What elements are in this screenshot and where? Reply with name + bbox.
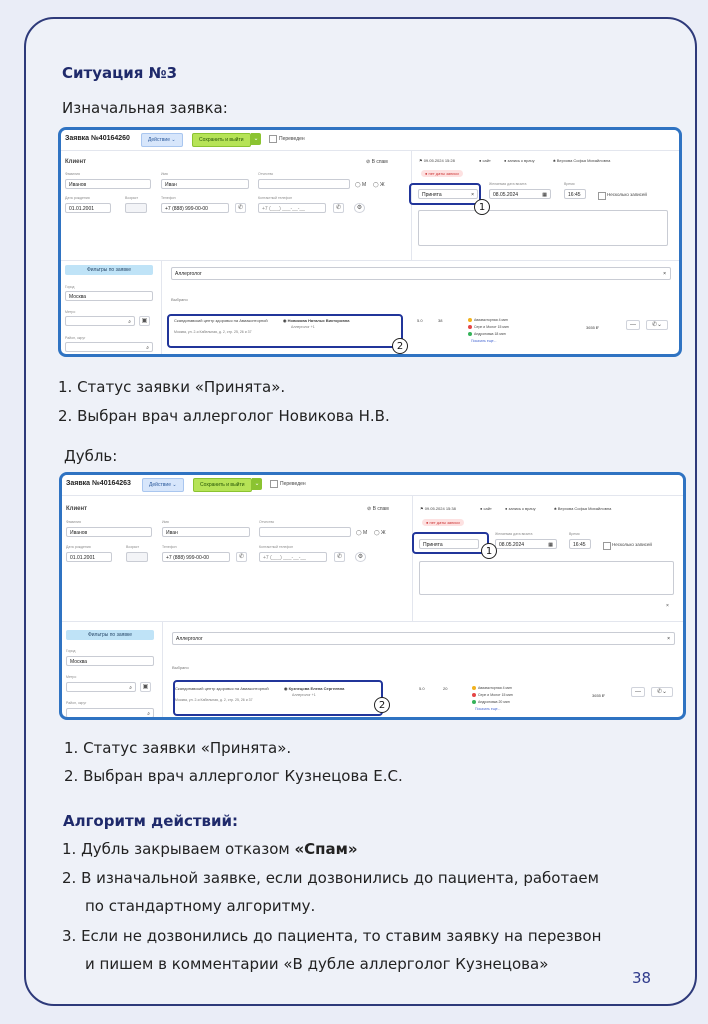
contact-phone-input[interactable]: +7 (___) ___-__-__ (258, 203, 326, 213)
client-title: Клиент (65, 159, 87, 165)
action-button[interactable]: Действие ⌄ (142, 478, 184, 492)
algorithm-step-1: 1. Дубль закрываем отказом «Спам» (62, 840, 358, 858)
chosen-label: Выбрано (172, 665, 189, 670)
gender-radio-m[interactable]: ◯ М (356, 530, 368, 536)
contact-phone-input[interactable]: +7 (___) ___-__-__ (259, 552, 327, 562)
algorithm-step-3: 3. Если не дозвонились до пациента, то ставим заявку на перезвон (62, 927, 602, 945)
map-icon[interactable]: ▣ (139, 316, 150, 326)
district-label: Район, округ (66, 701, 87, 705)
algorithm-step-3-cont: и пишем в комментарии «В дубле аллерголог Кузнецова» (85, 955, 549, 973)
marker-1: 1 (481, 543, 497, 559)
save-dropdown-icon[interactable]: ⌄ (251, 133, 261, 145)
time-label: Время (569, 532, 580, 536)
list-item: 2. Выбран врач аллерголог Новикова Н.В. (58, 407, 390, 425)
city-label: Город (65, 285, 75, 289)
save-exit-button[interactable]: Сохранить и выйти (192, 133, 251, 147)
doctor-name[interactable]: ◉ Новикова Наталья Викторовна (283, 318, 350, 323)
transferred-checkbox[interactable] (269, 135, 277, 143)
desired-date-input[interactable]: 08.05.2024 ▦ (489, 189, 551, 199)
metro-label: Метро (65, 310, 76, 314)
marker-2: 2 (374, 697, 390, 713)
divider (412, 495, 413, 621)
firstname-label: Имя (162, 520, 169, 524)
lastname-label: Фамилия (65, 172, 80, 176)
action-button[interactable]: Действие ⌄ (141, 133, 183, 147)
duplicate-caption: Дубль: (64, 447, 118, 465)
request-number: Заявка №40164263 (66, 480, 131, 487)
algorithm-step-2: 2. В изначальной заявке, если дозвонились до пациента, работаем (62, 869, 599, 887)
minus-icon[interactable]: — (631, 687, 645, 697)
transferred-label: Переведен (280, 481, 306, 487)
filters-button[interactable]: Фильтры по заявке (66, 630, 154, 640)
marker-2: 2 (392, 338, 408, 354)
multi-records-label: Несколько записей (612, 542, 652, 547)
district-label: Район, округ (65, 336, 86, 340)
gender-radio-f[interactable]: ◯ Ж (373, 182, 385, 188)
phone-input[interactable]: +7 (888) 999-00-00 (162, 552, 230, 562)
contact-phone-label: Контактный телефон (259, 545, 294, 549)
meta-record: ● запись к врачу (505, 506, 536, 511)
reviews: 20 (443, 686, 448, 691)
time-input[interactable]: 16:45 (564, 189, 586, 199)
slot-b: Серп и Молот 15 мин (468, 325, 509, 329)
client-title: Клиент (66, 506, 88, 512)
gender-radio-m[interactable]: ◯ М (355, 182, 367, 188)
age-input (126, 552, 148, 562)
show-more-link[interactable]: Показать еще... (471, 339, 497, 343)
phone-label: Телефон (162, 545, 177, 549)
multi-records-checkbox[interactable] (598, 192, 606, 200)
divider (411, 150, 412, 260)
desired-date-label: Желаемая дата визита (495, 532, 533, 536)
desired-date-input[interactable]: 08.05.2024 ▦ (495, 539, 557, 549)
transferred-checkbox[interactable] (270, 480, 278, 488)
age-label: Возраст (126, 545, 140, 549)
slot-b: Серп и Молот 15 мин (472, 693, 513, 697)
meta-site: ● сайт (480, 506, 492, 511)
middlename-input[interactable] (258, 179, 350, 189)
birth-input[interactable]: 01.01.2001 (66, 552, 112, 562)
map-icon[interactable]: ▣ (140, 682, 151, 692)
close-icon[interactable]: × (666, 603, 669, 609)
list-item: 2. Выбран врач аллерголог Кузнецова Е.С. (64, 767, 403, 785)
contact-call-icon[interactable]: ✆ (333, 203, 344, 213)
no-date-tag: ● нет даты записи (422, 519, 464, 526)
firstname-input[interactable]: Иван (162, 527, 250, 537)
phone-label: Телефон (161, 196, 176, 200)
highlight-doctor (167, 314, 403, 348)
filters-button[interactable]: Фильтры по заявке (65, 265, 153, 275)
slot-c: Андроновка 18 мин (468, 332, 506, 336)
rating: 5.0 (419, 686, 425, 691)
phone-input[interactable]: +7 (888) 999-00-00 (161, 203, 229, 213)
doctor-specialty: Аллерголог +1 (292, 693, 316, 697)
age-input (125, 203, 147, 213)
comment-textarea[interactable] (419, 561, 674, 595)
rating: 5.0 (417, 318, 423, 323)
call-icon[interactable]: ✆ (235, 203, 246, 213)
page-number: 38 (632, 969, 652, 987)
meta-site: ● сайт (479, 158, 491, 163)
clinic-name[interactable]: Скандинавский центр здоровья на Авиаконторной (175, 686, 269, 691)
slot-a: Авиамоторная 4 мин (472, 686, 512, 690)
minus-icon[interactable]: — (626, 320, 640, 330)
highlight-doctor (173, 680, 383, 716)
save-dropdown-icon[interactable]: ⌄ (252, 478, 262, 490)
transferred-label: Переведен (279, 136, 305, 142)
meta-operator: ♣ Верхова Софья Михайловна (553, 158, 611, 163)
divider (162, 622, 163, 720)
divider (62, 621, 685, 622)
call-icon[interactable]: ✆ (236, 552, 247, 562)
clinic-address: Москва, ул. 2-я Кабельная, д. 2, стр. 25, 26 и 37 (175, 698, 253, 702)
time-label: Время (564, 182, 575, 186)
list-item: 1. Статус заявки «Принята». (58, 378, 286, 396)
multi-records-checkbox[interactable] (603, 542, 611, 550)
toolbar (62, 475, 683, 496)
metro-input[interactable]: ⌕ (65, 316, 135, 326)
birth-label: Дата рождения (65, 196, 90, 200)
situation-title: Ситуация №3 (62, 64, 178, 82)
city-input[interactable]: Москва (65, 291, 153, 301)
screenshot-original (58, 127, 682, 357)
city-input[interactable]: Москва (66, 656, 154, 666)
price: 3655 ₽ (586, 325, 599, 330)
clinic-address: Москва, ул. 2-я Кабельная, д. 2, стр. 25, 26 и 37 (174, 330, 252, 334)
doctor-specialty: Аллерголог +1 (291, 325, 315, 329)
specialty-select[interactable]: Аллерголог × (171, 267, 671, 280)
meta-record: ● запись к врачу (504, 158, 535, 163)
district-input[interactable]: ⌕ (66, 708, 154, 718)
meta-date: ⚑ 09.05.2024 15:38 (420, 506, 456, 511)
save-exit-button[interactable]: Сохранить и выйти (193, 478, 252, 492)
algorithm-title: Алгоритм действий: (63, 812, 239, 830)
lastname-input[interactable]: Иванов (65, 179, 151, 189)
time-input[interactable]: 16:45 (569, 539, 591, 549)
contact-call-icon[interactable]: ✆ (334, 552, 345, 562)
desired-date-label: Желаемая дата визита (489, 182, 527, 186)
birth-input[interactable]: 01.01.2001 (65, 203, 111, 213)
slot-a: Авиамоторная 4 мин (468, 318, 508, 322)
price: 3655 ₽ (592, 693, 605, 698)
reviews: 38 (438, 318, 443, 323)
toolbar (61, 130, 679, 151)
specialty-select[interactable]: Аллерголог × (172, 632, 675, 645)
lastname-label: Фамилия (66, 520, 81, 524)
metro-input[interactable]: ⌕ (66, 682, 136, 692)
metro-label: Метро (66, 675, 77, 679)
spam-link[interactable]: ⊘ В спам (366, 159, 388, 165)
list-item: 1. Статус заявки «Принята». (64, 739, 292, 757)
birth-label: Дата рождения (66, 545, 91, 549)
middlename-input[interactable] (259, 527, 351, 537)
screenshot-duplicate (59, 472, 686, 720)
marker-1: 1 (474, 199, 490, 215)
firstname-label: Имя (161, 172, 168, 176)
multi-records-label: Несколько записей (607, 192, 647, 197)
highlight-status (412, 532, 489, 554)
district-input[interactable]: ⌕ (65, 342, 153, 352)
highlight-status (409, 183, 481, 205)
settings-icon[interactable]: ⚙ (355, 552, 366, 562)
divider (61, 260, 681, 261)
clinic-name[interactable]: Скандинавский центр здоровья на Авиаконторной (174, 318, 268, 323)
lastname-input[interactable]: Иванов (66, 527, 152, 537)
status-select[interactable]: Принята × (418, 189, 478, 199)
meta-date: ⚑ 09.05.2024 15:28 (419, 158, 455, 163)
gender-radio-f[interactable]: ◯ Ж (374, 530, 386, 536)
contact-phone-label: Контактный телефон (258, 196, 293, 200)
settings-icon[interactable]: ⚙ (354, 203, 365, 213)
call-dropdown-icon[interactable]: ✆⌄ (651, 687, 673, 697)
request-number: Заявка №40164260 (65, 135, 130, 142)
middlename-label: Отчество (259, 520, 275, 524)
show-more-link[interactable]: Показать еще... (475, 707, 501, 711)
doctor-name[interactable]: ◉ Кузнецова Елена Сергеевна (284, 686, 345, 691)
age-label: Возраст (125, 196, 139, 200)
original-caption: Изначальная заявка: (62, 99, 228, 117)
meta-operator: ♣ Верхова Софья Михайловна (554, 506, 612, 511)
spam-link[interactable]: ⊘ В спам (367, 506, 389, 512)
slot-c: Андроновка 20 мин (472, 700, 510, 704)
algorithm-step-2-cont: по стандартному алгоритму. (85, 897, 316, 915)
chosen-label: Выбрано (171, 297, 188, 302)
no-date-tag: ● нет даты записи (421, 170, 463, 177)
city-label: Город (66, 649, 76, 653)
comment-textarea[interactable] (418, 210, 668, 246)
divider (161, 261, 162, 357)
middlename-label: Отчество (258, 172, 274, 176)
firstname-input[interactable]: Иван (161, 179, 249, 189)
status-select[interactable]: Принята (419, 539, 479, 549)
call-dropdown-icon[interactable]: ✆⌄ (646, 320, 668, 330)
